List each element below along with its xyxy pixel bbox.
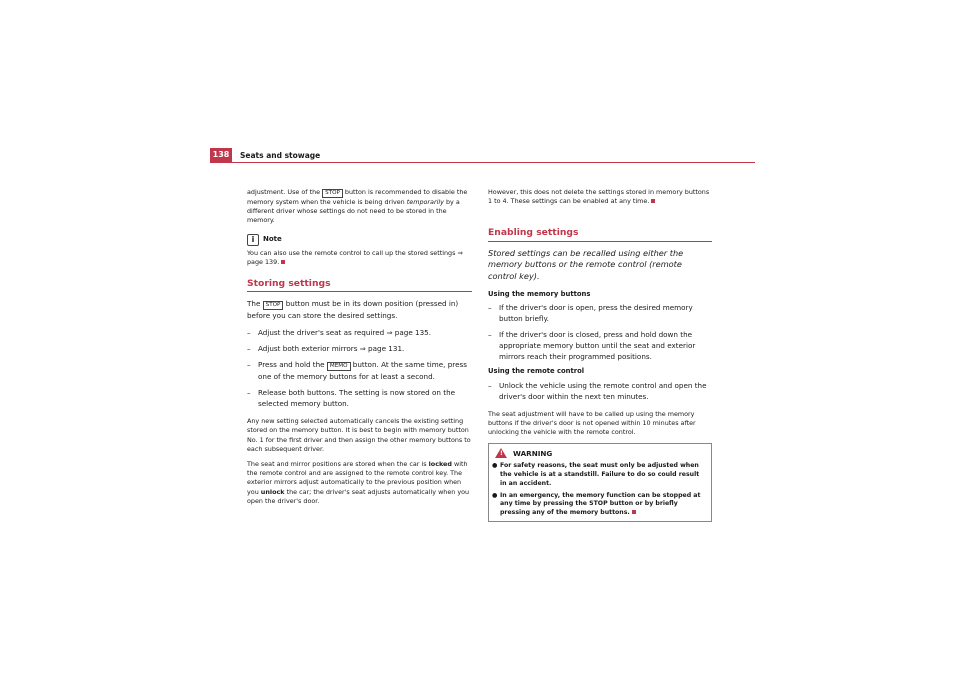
warning-heading: ! WARNING — [489, 444, 711, 462]
storing-settings-heading: Storing settings — [247, 279, 472, 292]
warning-triangle-icon: ! — [495, 448, 507, 458]
end-marker-icon — [281, 260, 285, 264]
stop-key-label: STOP — [263, 301, 284, 310]
list-item: – If the driver's door is open, press the desired memory button briefly. — [488, 303, 693, 324]
small-text: The seat and mirror positions are stored when the car is locked with the remote control and are assigned to the remote control key. The exterior mirrors adjust automatically to the previous position when you unlock the car; the driver's seat adjusts automatically when you open the driver's door. — [247, 460, 470, 505]
header-rule — [210, 162, 755, 163]
note-heading: i Note — [247, 234, 472, 246]
list-item: – Press and hold the MEMO button. At the same time, press one of the memory buttons for at least a second. — [247, 360, 467, 382]
list-item: – Release both buttons. The setting is now stored on the selected memory button. — [247, 388, 456, 409]
list-item: – Unlock the vehicle using the remote control and open the driver's door within the next ten minutes. — [488, 380, 707, 401]
small-text: Any new setting selected automatically cancels the existing setting stored on the memory button. It is best to begin with memory button No. 1 for the first driver and then assign the other memory buttons to each subsequent driver. — [247, 417, 471, 453]
warning-item: ● In an emergency, the memory function can be stopped at any time by pressing the STOP button or by briefly pressing any of the memory buttons. — [492, 491, 701, 517]
end-marker-icon — [651, 199, 655, 203]
section-title: Seats and stowage — [240, 151, 321, 160]
memo-key-label: MEMO — [327, 362, 351, 371]
page-number: 138 — [210, 148, 232, 162]
list-item: – Adjust both exterior mirrors ⇒ page 131. — [247, 344, 405, 354]
page-header — [210, 148, 755, 162]
subheading: Using the remote control — [488, 367, 585, 376]
note-icon: i — [247, 234, 259, 246]
stop-key-label: STOP — [322, 189, 343, 198]
intro-text: Stored settings can be recalled using either the memory buttons or the remote control (remote control key). — [488, 247, 684, 281]
paragraph: The STOP button must be in its down position (pressed in) before you can store the desired settings. — [247, 299, 459, 321]
note-text: You can also use the remote control to call up the stored settings ⇒ page 139. — [247, 248, 463, 266]
warning-box — [488, 443, 712, 522]
list-item: – If the driver's door is closed, press and hold down the appropriate memory button until the seat and exterior mirrors reach their programmed positions. — [488, 330, 696, 362]
list-item: – Adjust the driver's seat as required ⇒ page 135. — [247, 328, 432, 338]
right-column — [488, 188, 712, 522]
subheading: Using the memory buttons — [488, 290, 591, 299]
left-column — [247, 188, 472, 512]
paragraph: adjustment. Use of the STOP button is recommended to disable the memory system when the vehicle is being driven temporarily by a different driver whose settings do not need to be stored in the memory. — [247, 188, 468, 225]
enabling-settings-heading: Enabling settings — [488, 228, 712, 241]
end-marker-icon — [632, 510, 636, 514]
warning-item: ● For safety reasons, the seat must only be adjusted when the vehicle is at a standstill. Failure to do so could result in an accident. — [492, 462, 700, 487]
paragraph: However, this does not delete the settings stored in memory buttons 1 to 4. These settings can be enabled at any time. — [488, 188, 710, 206]
small-text: The seat adjustment will have to be called up using the memory buttons if the driver's door is not opened within 10 minutes after unlocking the vehicle with the remote control. — [488, 409, 696, 436]
